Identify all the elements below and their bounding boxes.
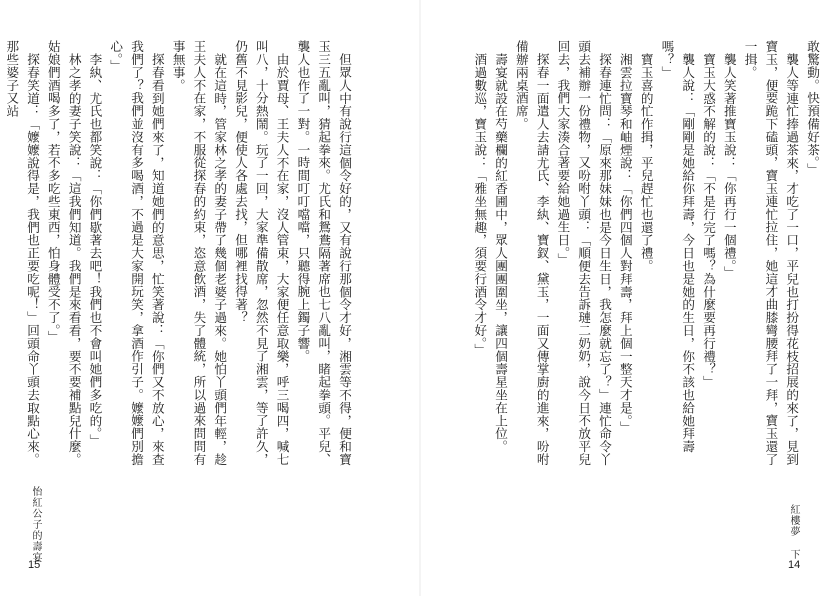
paragraph: 探春連忙問：「原來那妹妹也是今日生日，我怎麼就忘了？」連忙命令丫頭去補辦一份禮物，又吩咐丫頭：「順便去告訴璉二奶奶，說今日不放平兒回去，我們大家湊合著要給她過生日。」 [555,40,613,466]
paragraph: 湘雲拉寶琴和岫煙說：「你們四個人對拜壽，拜上個一整天才是。」 [617,52,633,434]
paragraph: 寶玉喜的忙作揖，平兒趕忙也還了禮。 [638,52,654,272]
paragraph: 酒過數巡，寶玉說：「雅坐無趣，須要行酒令才好。」 [472,52,488,356]
right-page-text [420,40,822,470]
paragraph: 探春一面遣人去請尤氏、李紈、寶釵、黛玉，一面又傳掌廚的進來，吩咐備辦兩桌酒席。 [513,40,550,466]
page-number: 15 [28,559,41,571]
running-head-book-title: 紅樓夢 下 [788,504,799,560]
paragraph: 就在這時，管家林之孝的妻子帶了幾個老婆子過來。她怕丫頭們年輕，趁王夫人不在家，不服從探春的約束，恣意飲酒，失了體統，所以過來問問有事無事。 [170,40,228,466]
paragraph: 探春笑道：「嬤嬤說得是，我們也正要吃呢！」回頭命丫頭去取點心來。那些婆子又站 [4,40,41,466]
paragraph: 寶玉大惑不解的說：「不是行完了嗎？為什麼要再行禮？」 [701,52,717,388]
paragraph: 李紈、尤氏也都笑說：「你們歇著去吧！我們也不會叫她們多吃的。」 [87,52,103,447]
paragraph: 探春看到她們來了，知道她們的意思，忙笑著說：「你們又不放心，來查我們了？我們並沒有多喝酒，不過是大家開玩笑，拿酒作引子。嬤嬤們別擔心。」 [108,40,165,466]
left-page-text [4,40,354,470]
paragraph: 由於賈母、王夫人不在家，沒人管束，大家便任意取樂，呼三喝四，喊七叫八，十分熱鬧。玩了一回，大家準備散席，忽然不見了湘雲，等了許久，仍舊不見影兒，便使人各處去找，但哪裡找得著？ [233,40,290,466]
paragraph: 敢驚動。快預備好茶。」 [805,40,820,176]
paragraph: 襲人說：「剛剛是她給你拜壽，今日也是她的生日，你不該也給她拜壽嗎？」 [659,40,696,453]
page-number: 14 [788,559,801,571]
paragraph: 壽宴就設在芍藥欄的紅香圃中，眾人團團圍坐，讓四個壽星坐在上位。 [493,52,509,453]
right-page [420,0,840,596]
paragraph: 襲人笑著推寶玉說：「你再行一個禮。」 [721,52,737,279]
paragraph: 襲人等連忙捧過茶來，才吃了一口，平兒也打扮得花枝招展的來了，見到寶玉，便要跪下磕頭，寶玉連忙拉住，她這才曲膝彎腰拜了一拜，寶玉還了一揖。 [742,40,800,466]
running-head-chapter-title: 怡紅公子的壽宴 [30,486,41,563]
paragraph: 林之孝的妻子笑說：「這我們知道。我們是來看看，要不要補點兒什麼。姑娘們酒喝多了，若不多吃些東西，怕身體受不了。」 [45,40,82,466]
paragraph: 但眾人中有說行這個令好的，又有說行那個令才好，湘雲等不得，便和寶玉三五亂叫，猜起拳來。尤氏和鴛鴦隔著席也七八亂叫，睹起拳頭。平兒、襲人也作了一對。一時間叮叮噹噹，只聽得腕上鐲子響。 [295,40,352,466]
